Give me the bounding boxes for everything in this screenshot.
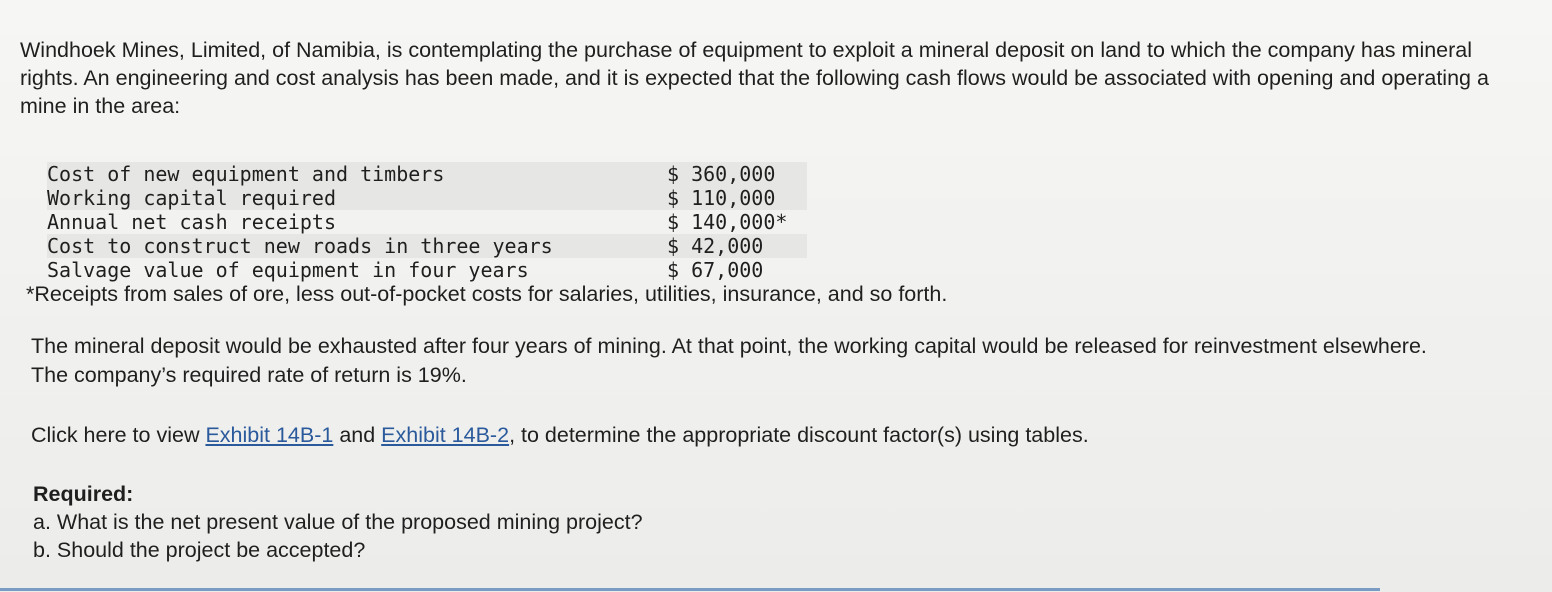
table-row bbox=[47, 234, 807, 258]
required-heading: Required: bbox=[33, 482, 134, 506]
answer-panel-edge bbox=[0, 588, 1380, 591]
table-row bbox=[47, 186, 807, 210]
row-label: Salvage value of equipment in four years bbox=[47, 258, 529, 282]
cash-flow-table bbox=[47, 162, 807, 282]
row-label: Annual net cash receipts bbox=[47, 210, 336, 234]
required-section bbox=[33, 480, 643, 564]
row-value: $ 360,000 bbox=[667, 162, 807, 186]
question-a: a. What is the net present value of the proposed mining project? bbox=[33, 510, 643, 534]
exhibit-instructions bbox=[31, 421, 1451, 450]
problem-intro bbox=[20, 36, 1520, 120]
row-label: Cost to construct new roads in three years bbox=[47, 234, 667, 258]
question-b: b. Should the project be accepted? bbox=[33, 538, 366, 562]
table-row bbox=[47, 210, 807, 234]
exhibit-14b-2-link[interactable]: Exhibit 14B-2 bbox=[381, 423, 510, 447]
table-row bbox=[47, 162, 807, 186]
row-value: $ 67,000 bbox=[667, 258, 764, 282]
exhibit-prefix: Click here to view bbox=[31, 423, 206, 447]
exhaustion-paragraph: The mineral deposit would be exhausted after four years of mining. At that point, the working capital would be released for reinvestment elsewhere. The company’s required rate of return is 19%. bbox=[31, 334, 1427, 387]
row-label: Cost of new equipment and timbers bbox=[47, 162, 667, 186]
table-row bbox=[47, 258, 807, 282]
exhibit-middle: and bbox=[333, 423, 382, 447]
table-footnote: *Receipts from sales of ore, less out-of-pocket costs for salaries, utilities, insurance, and so forth. bbox=[26, 282, 948, 306]
exhibit-suffix: , to determine the appropriate discount factor(s) using tables. bbox=[509, 423, 1089, 447]
intro-paragraph: Windhoek Mines, Limited, of Namibia, is contemplating the purchase of equipment to exploit a mineral deposit on land to which the company has mineral rights. An engineering and cost analysis has been made, and it is expected that the following cash flows would be associated with opening and operating a mine in the area: bbox=[20, 38, 1489, 118]
row-value: $ 140,000* bbox=[667, 210, 788, 234]
exhibit-14b-1-link[interactable]: Exhibit 14B-1 bbox=[205, 423, 334, 447]
row-label: Working capital required bbox=[47, 186, 667, 210]
row-value: $ 110,000 bbox=[667, 186, 807, 210]
row-value: $ 42,000 bbox=[667, 234, 807, 258]
